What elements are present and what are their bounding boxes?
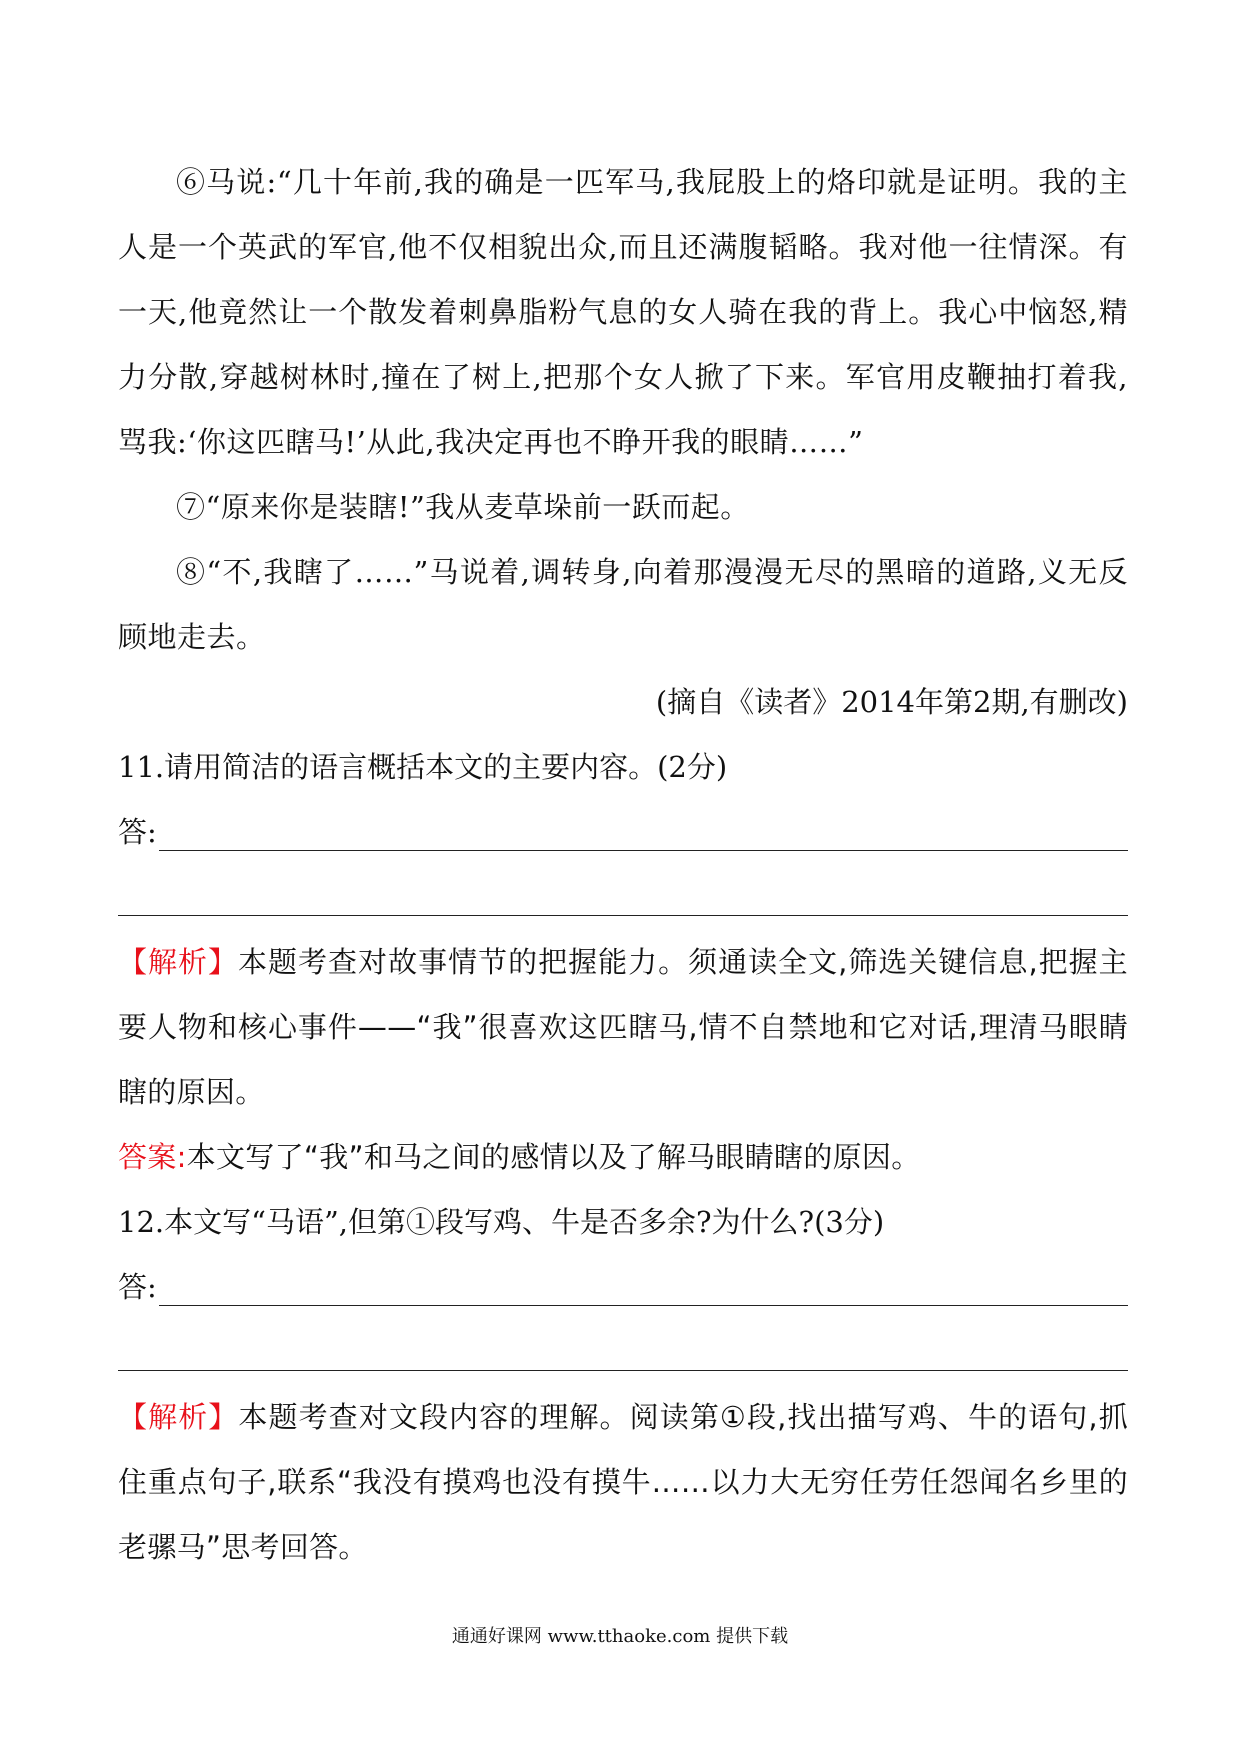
- answer-prefix-11: 答:: [118, 815, 157, 849]
- story-source-citation: (摘自《读者》2014年第2期,有删改): [655, 685, 1128, 719]
- page-content: [118, 150, 1128, 1580]
- story-paragraph-6: ⑥马说:“几十年前,我的确是一匹军马,我屁股上的烙印就是证明。我的主人是一个英武的军官,他不仅相貌出众,而且还满腹韬略。我对他一往情深。有一天,他竟然让一个散发着刺鼻脂粉气息的女人骑在我的背上。我心中恼怒,精力分散,穿越树林时,撞在了树上,把那个女人掀了下来。军官用皮鞭抽打着我,骂我:‘你这匹瞎马!’从此,我决定再也不睁开我的眼睛……”: [118, 165, 1128, 459]
- answer-blank-11-second[interactable]: [118, 865, 1128, 930]
- analysis-label-11: 【解析】: [118, 945, 239, 979]
- story-paragraph-7: ⑦“原来你是装瞎!”我从麦草垛前一跃而起。: [176, 490, 750, 524]
- answer-label-11: 答案:: [118, 1140, 187, 1174]
- analysis-text-11: 本题考查对故事情节的把握能力。须通读全文,筛选关键信息,把握主要人物和核心事件——“我”很喜欢这匹瞎马,情不自禁地和它对话,理清马眼睛瞎的原因。: [118, 945, 1128, 1109]
- answer-blank-12[interactable]: [159, 1267, 1128, 1306]
- analysis-text-12: 本题考查对文段内容的理解。阅读第①段,找出描写鸡、牛的语句,抓住重点句子,联系“我没有摸鸡也没有摸牛……以力大无穷任劳任怨闻名乡里的老骡马”思考回答。: [118, 1400, 1128, 1564]
- page-footer: 通通好课网 www.tthaoke.com 提供下载: [451, 1626, 789, 1647]
- answer-prefix-12: 答:: [118, 1270, 157, 1304]
- answer-text-11: 本文写了“我”和马之间的感情以及了解马眼睛瞎的原因。: [186, 1140, 921, 1174]
- analysis-11: [118, 930, 1128, 1125]
- analysis-12: [118, 1385, 1128, 1580]
- question-11: 11.请用简洁的语言概括本文的主要内容。(2分): [118, 750, 728, 784]
- answer-line-11: [118, 800, 1128, 865]
- answer-blank-11[interactable]: [159, 812, 1128, 851]
- question-12: 12.本文写“马语”,但第①段写鸡、牛是否多余?为什么?(3分): [118, 1205, 885, 1239]
- story-paragraph-8: ⑧“不,我瞎了……”马说着,调转身,向着那漫漫无尽的黑暗的道路,义无反顾地走去。: [118, 555, 1128, 654]
- analysis-label-12: 【解析】: [118, 1400, 239, 1434]
- answer-line-12: [118, 1255, 1128, 1320]
- answer-11: [118, 1125, 1128, 1190]
- answer-blank-12-second[interactable]: [118, 1320, 1128, 1385]
